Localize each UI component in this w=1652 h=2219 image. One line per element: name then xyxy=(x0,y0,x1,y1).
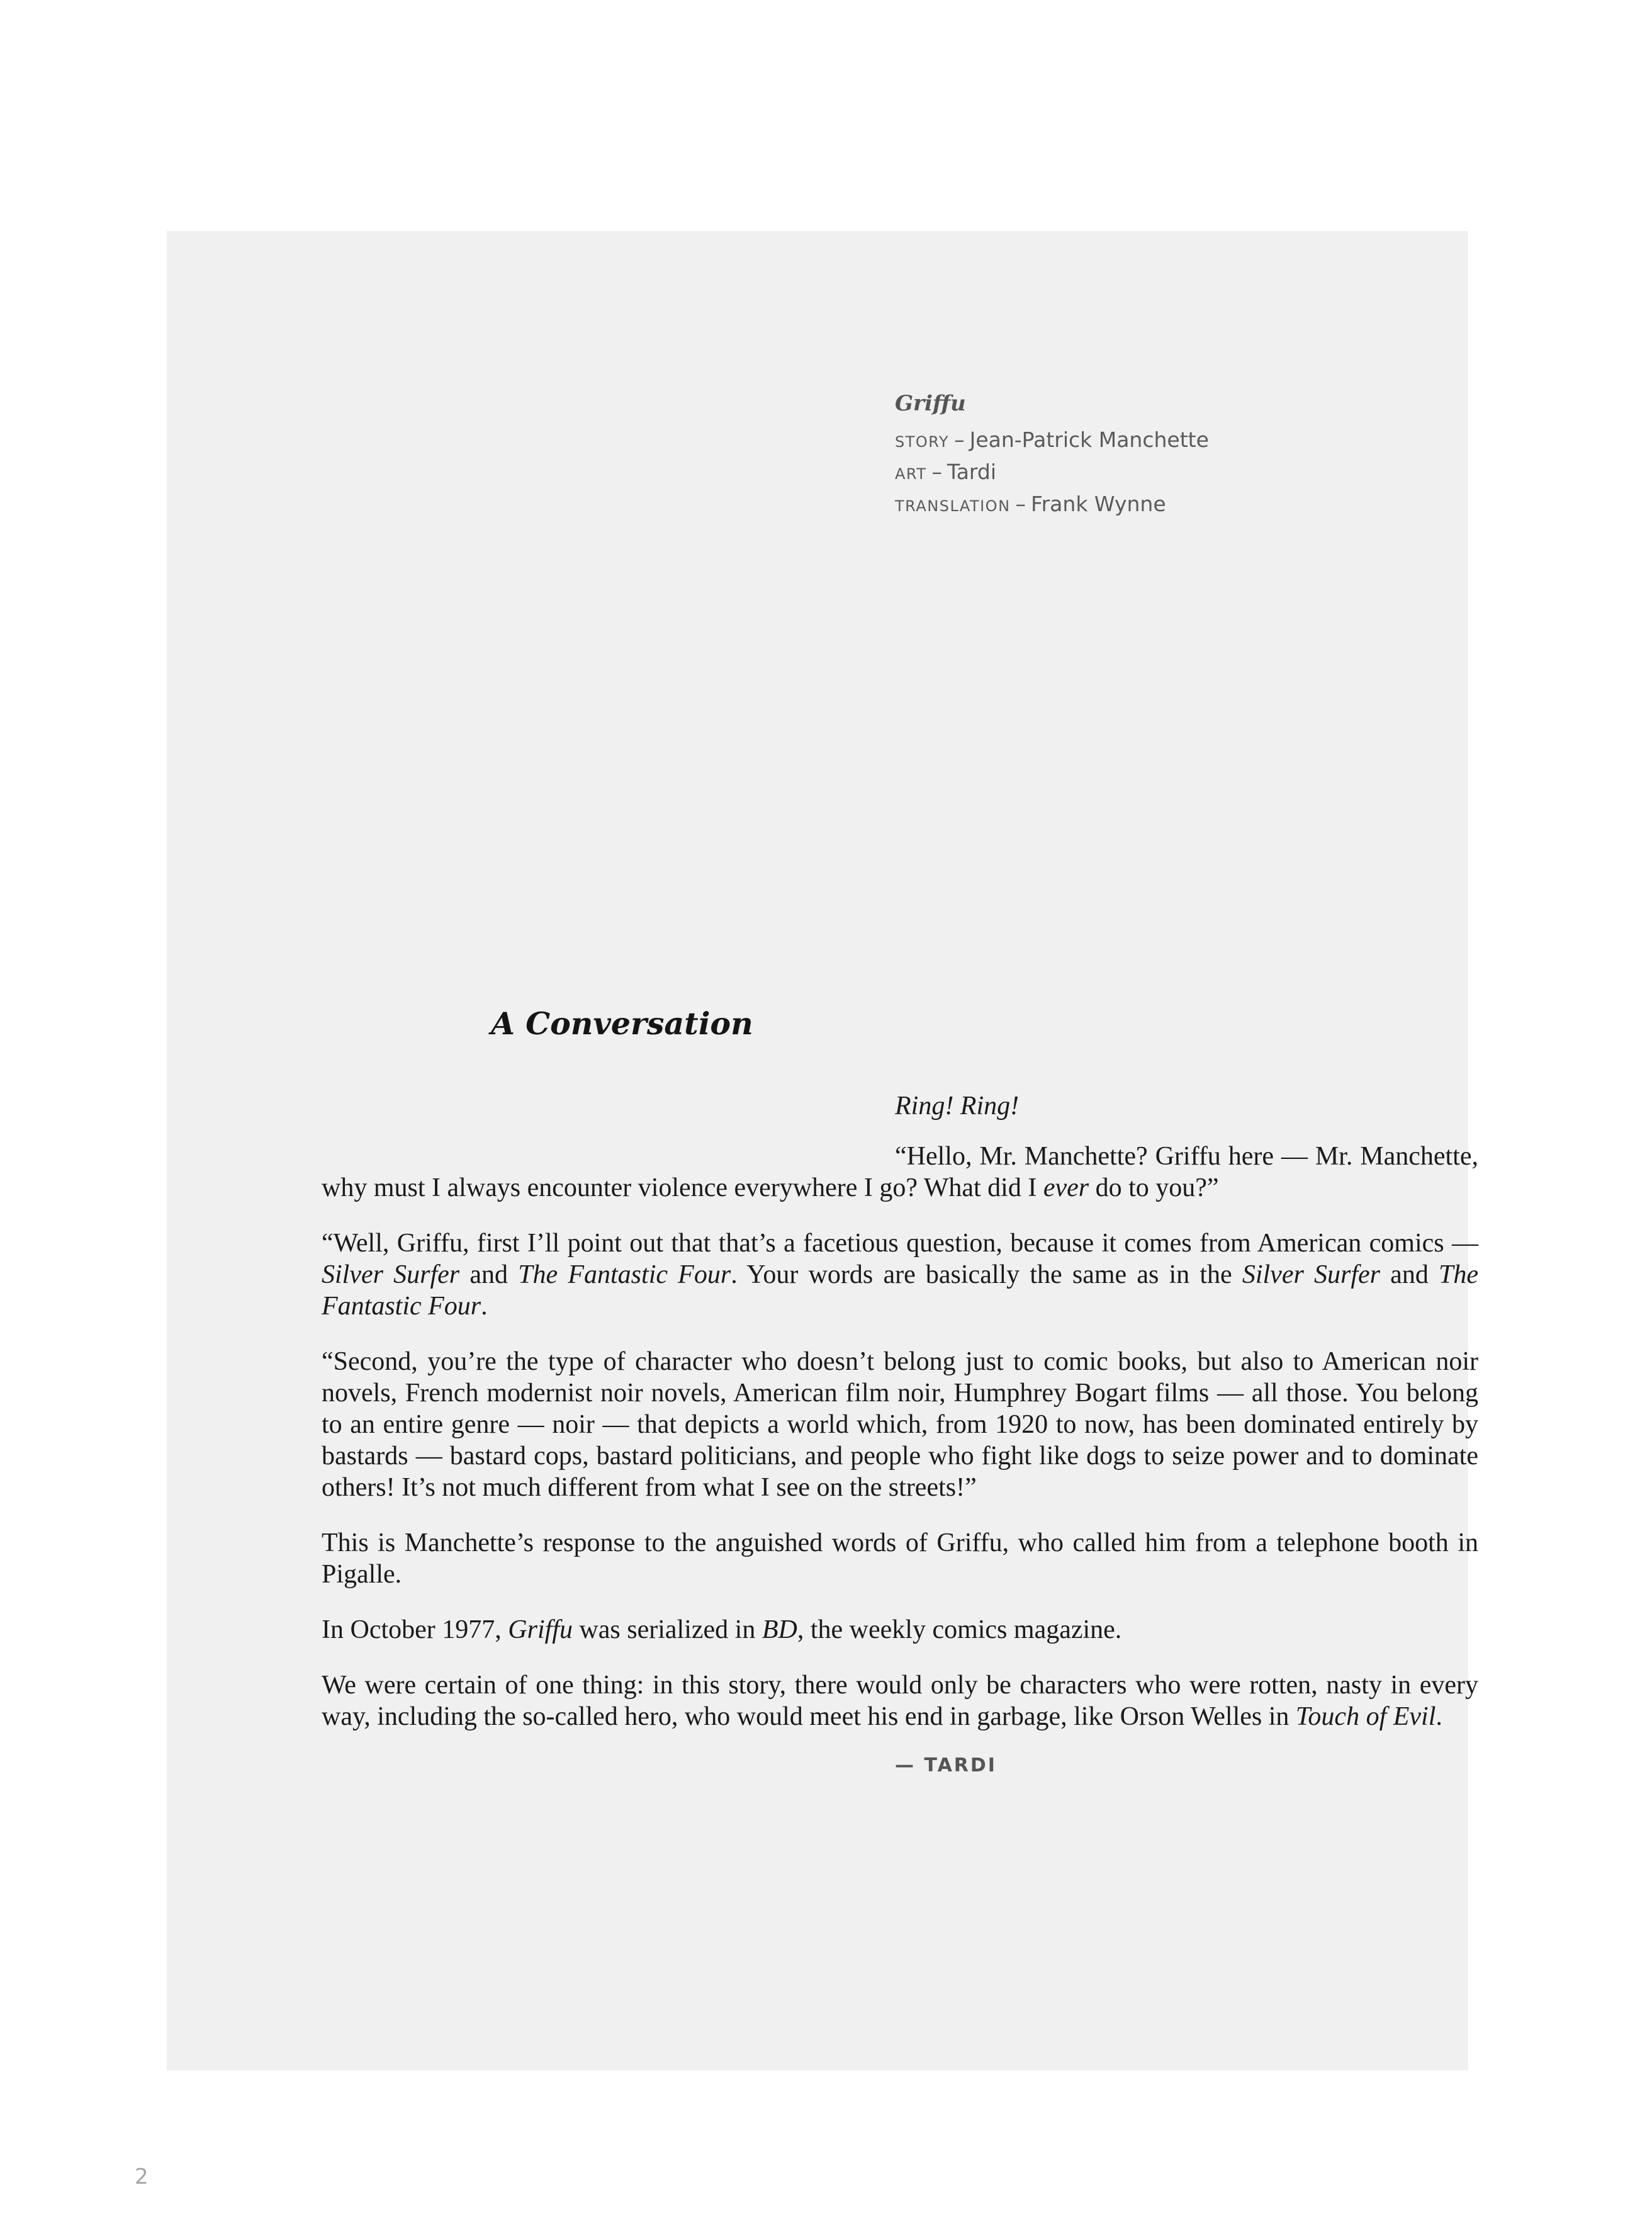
ring-line xyxy=(322,1090,1478,1122)
credit-story xyxy=(895,425,1209,457)
paragraph-5 xyxy=(322,1614,1478,1646)
text-run: and xyxy=(1380,1260,1439,1289)
work-title: Griffu xyxy=(508,1615,573,1644)
text-run: . Your words are basically the same as in the xyxy=(731,1260,1242,1289)
work-title: Silver Surfer xyxy=(1242,1260,1380,1289)
text-run: We were certain of one thing: in this story, there would only be characters who were rotten, nasty in every way, including the so-called hero, who would meet his end in garbage, like Orson Welles in xyxy=(322,1671,1478,1731)
credits-block xyxy=(895,392,1209,521)
section-heading: A Conversation xyxy=(491,1005,753,1042)
paragraph-6 xyxy=(322,1669,1478,1732)
paragraph-2 xyxy=(322,1228,1478,1322)
page-number: 2 xyxy=(135,2164,149,2189)
essay-body xyxy=(322,1090,1478,1781)
credit-art xyxy=(895,457,1209,489)
work-title: BD xyxy=(761,1615,797,1644)
text-run: do to you?” xyxy=(1089,1173,1219,1202)
text-run: was serialized in xyxy=(572,1615,762,1644)
emphasis: ever xyxy=(1043,1173,1089,1202)
content-panel xyxy=(167,231,1479,2070)
text-run: In October 1977, xyxy=(322,1615,509,1644)
work-title: The Fantastic Four xyxy=(322,1260,1479,1321)
text-run: , the weekly comics magazine. xyxy=(797,1615,1122,1644)
paragraph-4: This is Manchette’s response to the anguished words of Griffu, who called him from a telephone booth in Pigalle. xyxy=(322,1528,1478,1589)
credit-role: ART xyxy=(895,465,927,483)
paragraph-1 xyxy=(322,1141,1478,1204)
work-title: The Fantastic Four xyxy=(518,1260,731,1289)
credit-name: Frank Wynne xyxy=(1031,492,1166,517)
credit-separator: – xyxy=(1015,492,1026,517)
text-run: “Well, Griffu, first I’ll point out that that’s a facetious question, because it comes from American comics — xyxy=(322,1229,1478,1258)
credit-translation xyxy=(895,489,1209,521)
credit-separator: – xyxy=(931,460,943,485)
book-title: Griffu xyxy=(895,391,966,416)
text-run: “Hello, Mr. Manchette? Griffu here — Mr. Manchette, why must I always encounter violence everywhere I go? What did I xyxy=(322,1142,1478,1202)
work-title: Touch of Evil xyxy=(1295,1702,1436,1731)
credit-role: TRANSLATION xyxy=(895,497,1011,516)
credit-name: Tardi xyxy=(947,460,997,485)
work-title: Silver Surfer xyxy=(322,1260,460,1289)
paragraph-3: “Second, you’re the type of character who doesn’t belong just to comic books, but also to American noir novels, French modernist noir novels, American film noir, Humphrey Bogart films — all those. You belong to an entire genre — noir — that depicts a world which, from 1920 to now, has been dominated entirely by bastards — bastard cops, bastard politicians, and people who fight like dogs to seize power and to dominate others! It’s not much different from what I see on the streets!” xyxy=(322,1347,1478,1502)
text-run: and xyxy=(459,1260,519,1289)
credit-role: STORY xyxy=(895,433,950,451)
credit-separator: – xyxy=(954,427,965,453)
text-run: . xyxy=(1436,1702,1442,1731)
credit-name: Jean-Patrick Manchette xyxy=(969,427,1209,453)
signature: — TARDI xyxy=(895,1754,997,1776)
text-run: . xyxy=(481,1292,488,1321)
ring-text: Ring! Ring! xyxy=(895,1092,1020,1121)
